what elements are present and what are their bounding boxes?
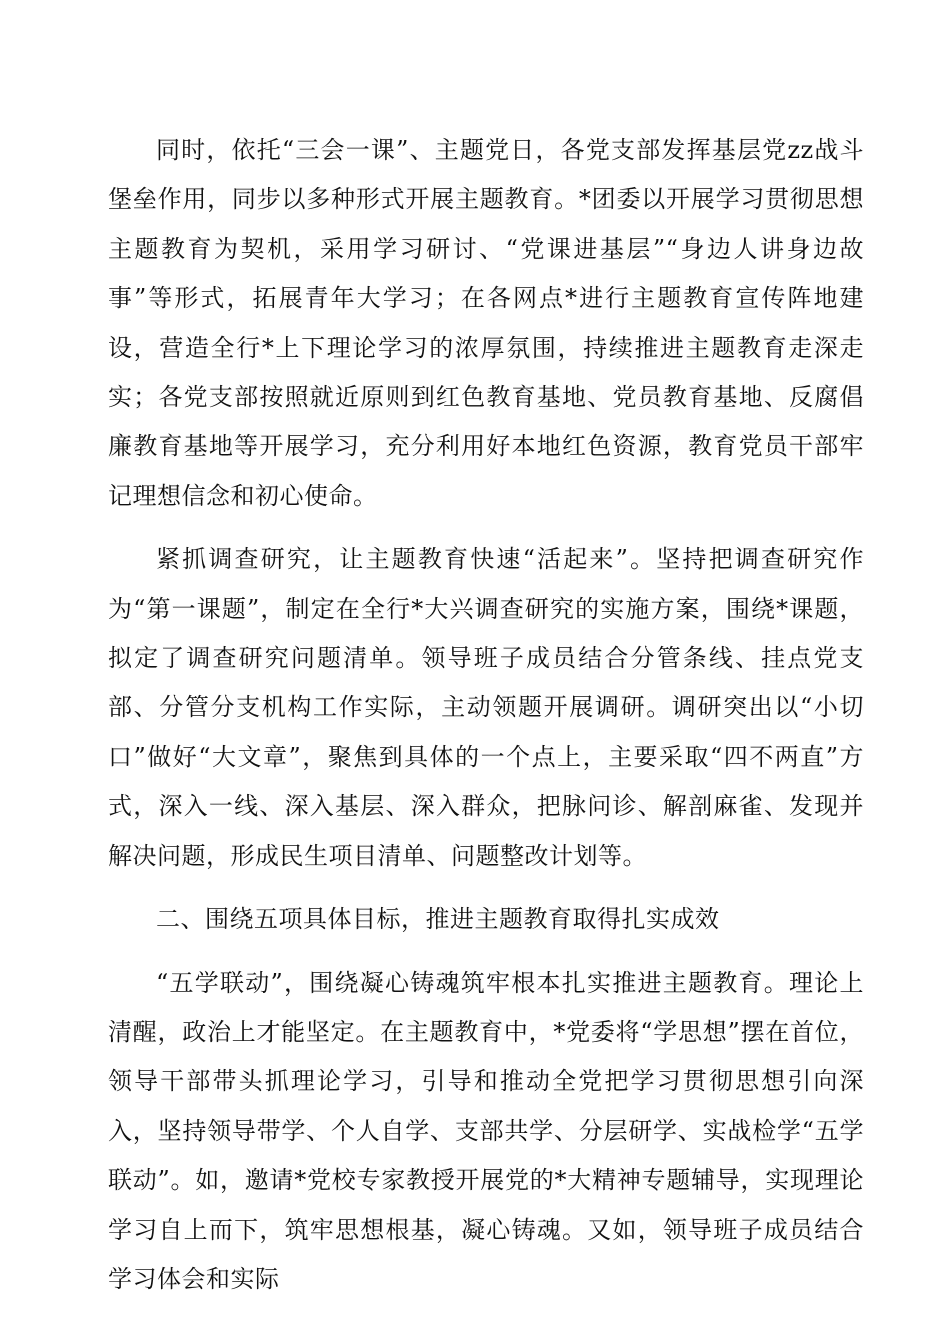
section-heading: 二、围绕五项具体目标，推进主题教育取得扎实成效 bbox=[156, 905, 720, 934]
paragraph-organizational-study: 同时，依托“三会一课”、主题党日，各党支部发挥基层党zz战斗堡垒作用，同步以多种形式开展主题教育。*团委以开展学习贯彻思想主题教育为契机，采用学习研讨、“党课进基层”“身边人讲身边故事”等形式，拓展青年大学习；在各网点*进行主题教育宣传阵地建设，营造全行*上下理论学习的浓厚氛围，持续推进主题教育走深走实；各党支部按照就近原则到红色教育基地、党员教育基地、反腐倡廉教育基地等开展学习，充分利用好本地红色资源，教育党员干部牢记理想信念和初心使命。 bbox=[108, 136, 864, 510]
paragraph-research: 紧抓调查研究，让主题教育快速“活起来”。坚持把调查研究作为“第一课题”，制定在全行*大兴调查研究的实施方案，围绕*课题，拟定了调查研究问题清单。领导班子成员结合分管条线、挂点党支部、分管分支机构工作实际，主动领题开展调研。调研突出以“小切口”做好“大文章”，聚焦到具体的一个点上，主要采取“四不两直”方式，深入一线、深入基层、深入群众，把脉问诊、解剖麻雀、发现并解决问题，形成民生项目清单、问题整改计划等。 bbox=[108, 545, 864, 870]
document-body bbox=[108, 126, 864, 1318]
paragraph-five-learning: “五学联动”，围绕凝心铸魂筑牢根本扎实推进主题教育。理论上清醒，政治上才能坚定。在主题教育中，*党委将“学思想”摆在首位，领导干部带头抓理论学习，引导和推动全党把学习贯彻思想引向深入，坚持领导带学、个人自学、支部共学、分层研学、实战检学“五学联动”。如，邀请*党校专家教授开展党的*大精神专题辅导，实现理论学习自上而下，筑牢思想根基，凝心铸魂。又如，领导班子成员结合学习体会和实际 bbox=[108, 968, 864, 1293]
